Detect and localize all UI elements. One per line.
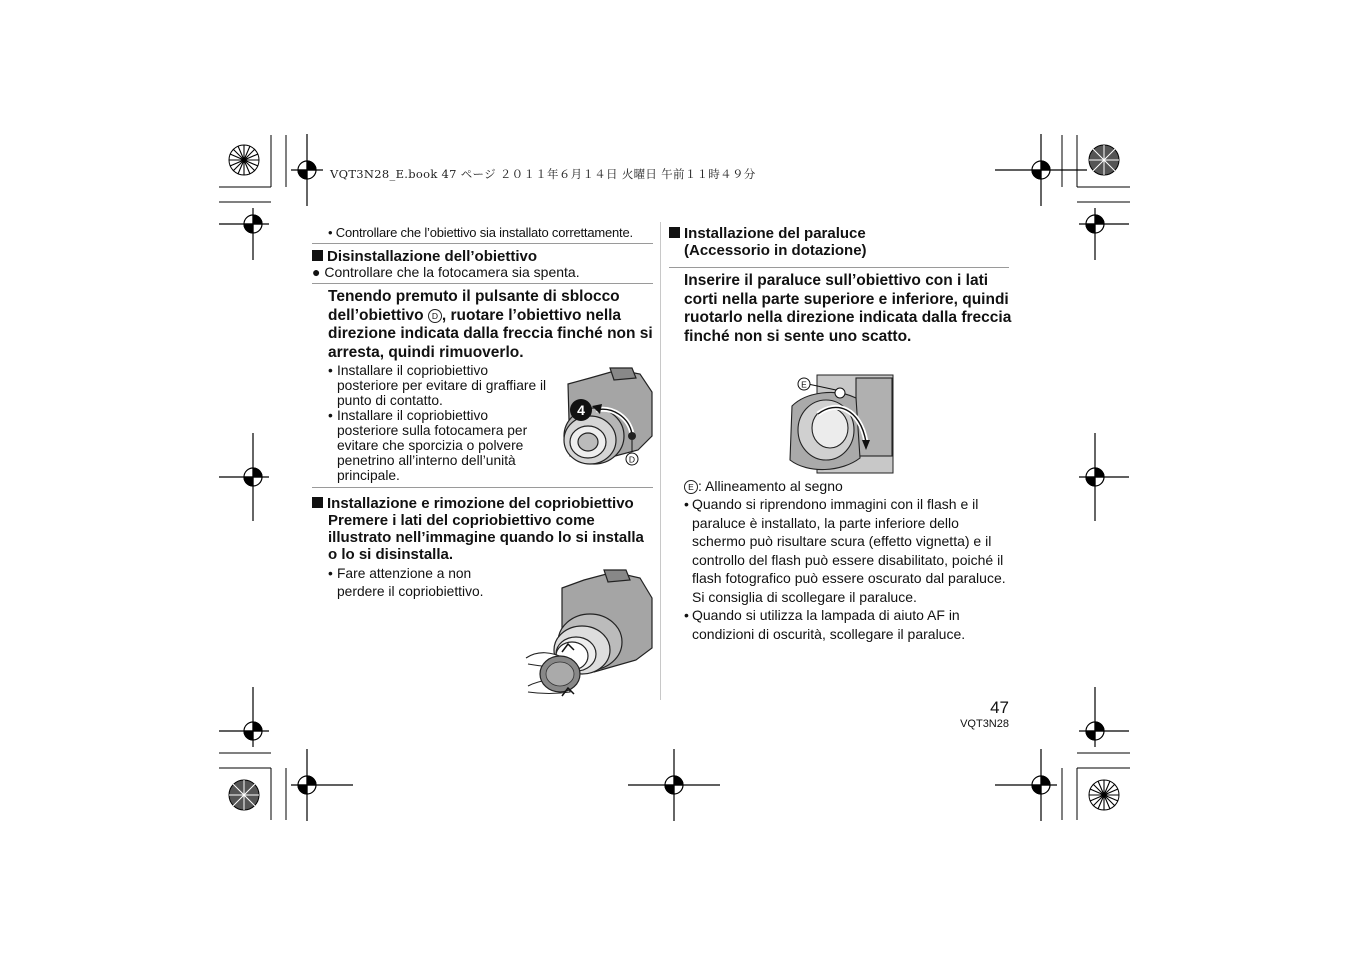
marker-e: E [684,480,698,494]
divider [669,267,1009,268]
marker-d: D [428,309,442,323]
lens-hood-illustration [786,374,906,476]
doc-code: VQT3N28 [960,718,1009,730]
instruction-lens-cap: Premere i lati del copriobiettivo come illustrato nell’immagine quando lo si installa o lo si disinstalla. [328,512,644,563]
divider [312,243,653,244]
step-number: 4 [577,402,585,418]
square-bullet-icon [669,227,680,238]
check-note: ● Controllare che la fotocamera sia spenta. [312,264,580,280]
fig-marker-e: E [801,379,807,390]
top-note: • Controllare che l’obiettivo sia installato correttamente. [328,225,633,240]
hood-caption: E : Allineamento al segno [684,478,843,494]
list-item: • Quando si utilizza la lampada di aiuto AF in condizioni di oscurità, scollegare il paraluce. [684,606,1009,643]
column-separator [660,222,661,700]
square-bullet-icon [312,497,323,508]
starburst-tr [1089,145,1119,175]
section-title-hood: Installazione del paraluce (Accessorio in dotazione) [669,225,1009,259]
hood-bullets [684,495,1009,643]
divider [312,487,653,488]
section-title-disinstall: Disinstallazione dell’obiettivo [312,248,652,265]
list-item: • Quando si riprendono immagini con il flash e il paraluce è installato, la parte inferiore dello schermo può risultare scura (effetto vignetta) e il controllo del flash può essere disabilitato, poiché il flash fotografico può essere oscurato dal paraluce. Si consiglia di scollegare il paraluce. [684,495,1009,606]
list-item: • Installare il copriobiettivo posteriore sulla fotocamera per evitare che sporcizia o polvere penetrino all’interno dell’unità principale. [328,408,550,483]
page-number: 47 [990,698,1009,717]
lens-cap-illustration [522,568,657,700]
instruction-hood: Inserire il paraluce sull’obiettivo con i lati corti nella parte superiore e inferiore, quindi ruotarlo nella direzione indicata dalla freccia finché non si sente uno scatto. [684,272,1012,345]
divider [312,283,653,284]
list-item: • Installare il copriobiettivo posteriore per evitare di graffiare il punto di contatto. [328,363,550,408]
starburst-tl [229,145,259,175]
camera-lens-removal-illustration [560,364,660,474]
book-header-line: VQT3N28_E.book 47 ページ ２０１１年６月１４日 火曜日 午前１１時４９分 [330,167,756,181]
disinstall-bullets [328,363,550,483]
section-title-lens-cap: Installazione e rimozione del copriobiettivo [312,495,657,512]
lens-cap-bullets [328,565,508,601]
starburst-bl [229,780,259,810]
list-item: • Fare attenzione a non perdere il copriobiettivo. [328,565,508,601]
square-bullet-icon [312,250,323,261]
instruction-disinstall: Tenendo premuto il pulsante di sblocco dell’obiettivo D , ruotare l’obiettivo nella direzione indicata dalla freccia finché non si arresta, quindi rimuoverlo. [328,288,653,361]
starburst-br [1089,780,1119,810]
fig-marker-d: D [628,454,636,465]
